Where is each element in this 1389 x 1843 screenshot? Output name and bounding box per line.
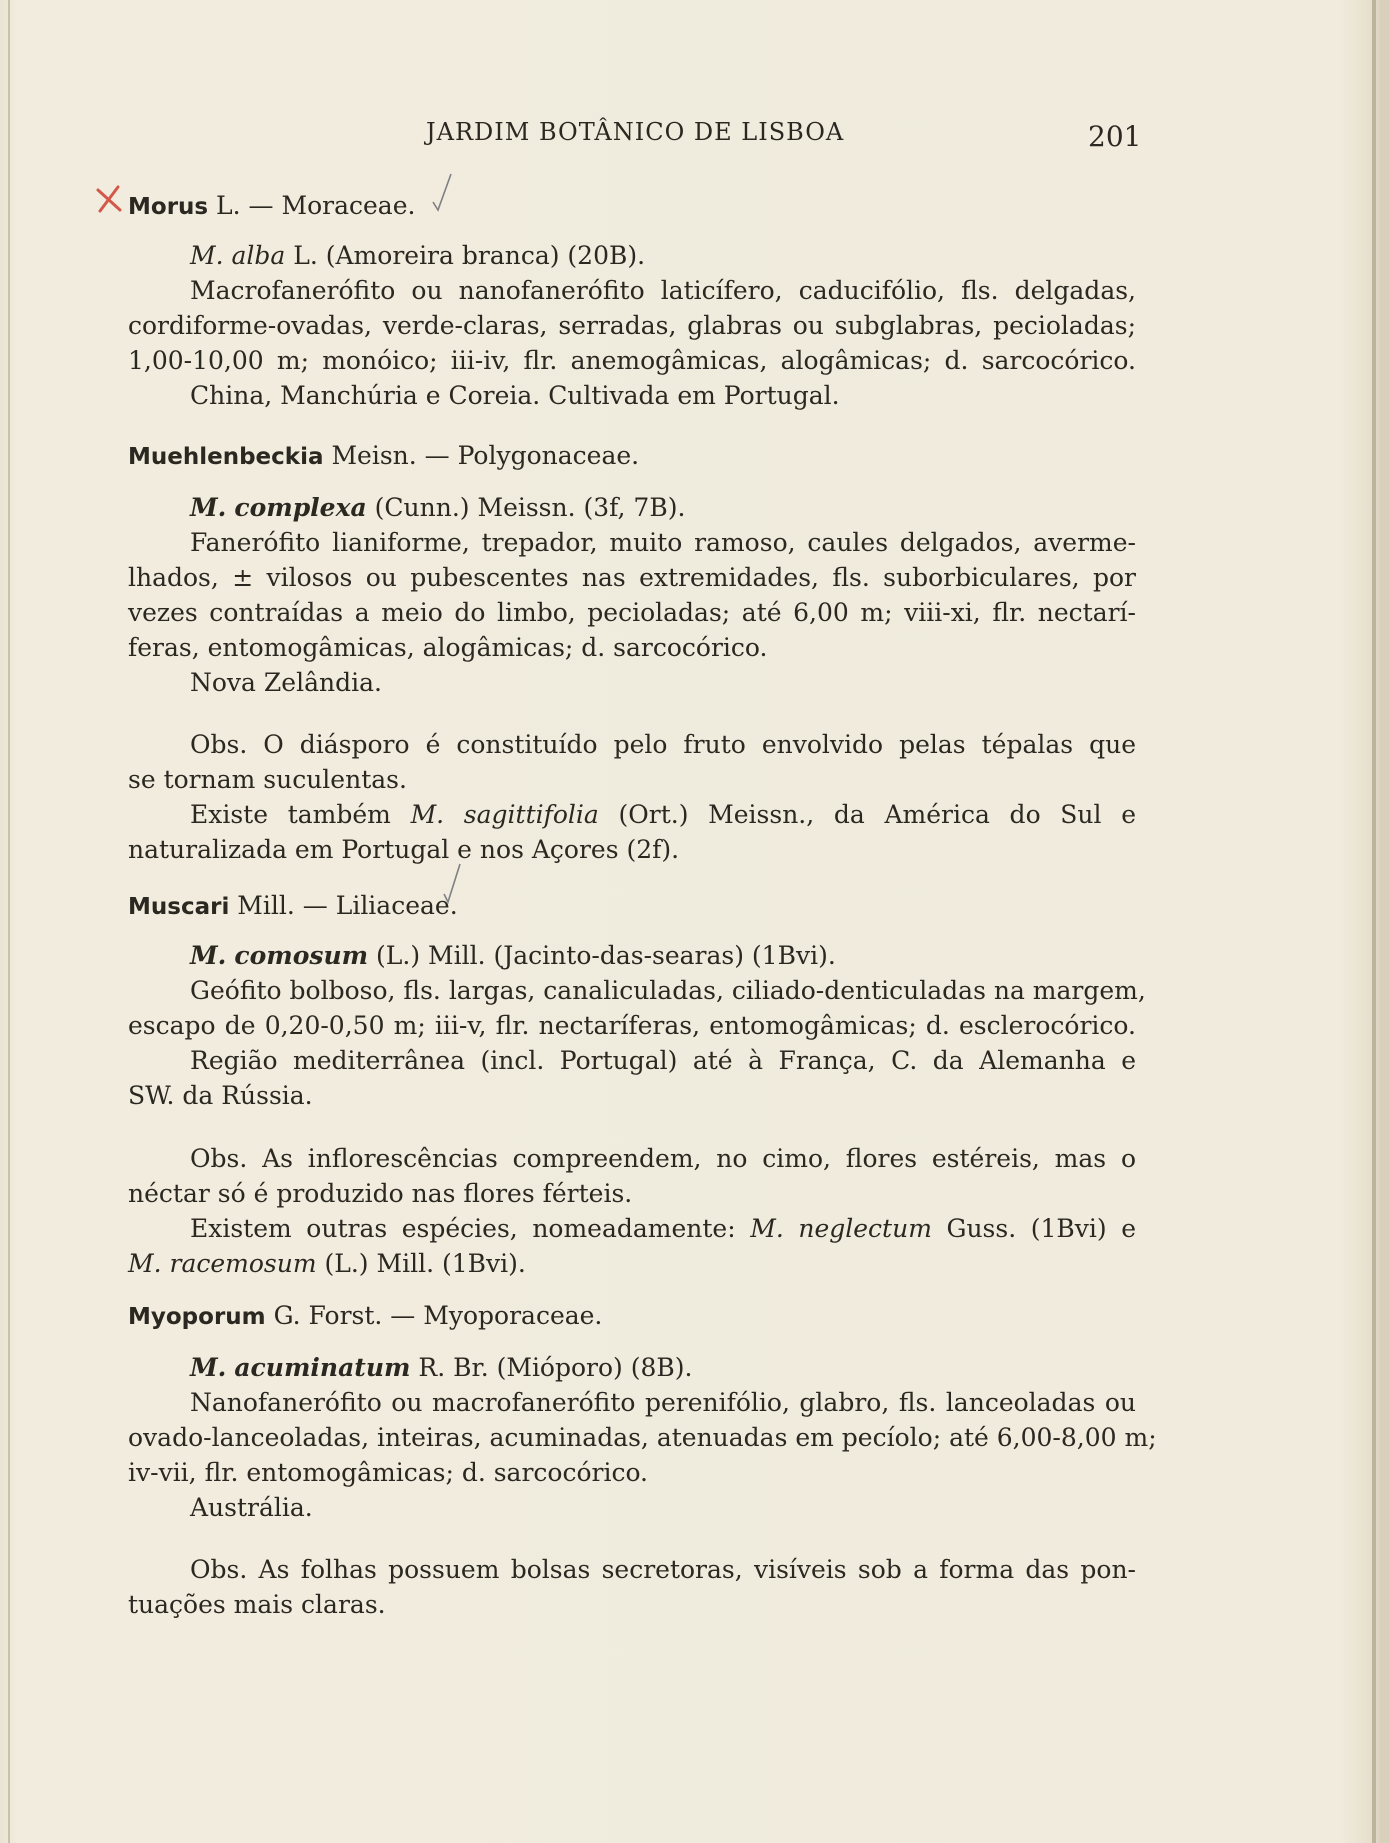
species-details: (L.) Mill. (Jacinto-das-searas) (1Bvi). (368, 941, 836, 970)
species-morus-alba (128, 238, 1136, 413)
species-heading (128, 490, 1136, 525)
species-epithet: complexa (234, 493, 367, 522)
genus-authority-family: G. Forst. — Myoporaceae. (265, 1301, 603, 1330)
distribution-line: China, Manchúria e Coreia. Cultivada em Portugal. (190, 381, 840, 410)
also-line (128, 1246, 1136, 1281)
genus-muehlenbeckia (128, 438, 1136, 473)
observation-muscari (128, 1141, 1136, 1281)
genus-name: Muscari (128, 894, 230, 920)
distribution-line: Nova Zelândia. (190, 668, 382, 697)
species-genus-abbr: M. (190, 1353, 227, 1382)
genus-heading (128, 438, 1136, 473)
handwritten-cross-icon (94, 184, 124, 214)
also-text: Guss. (1Bvi) e (931, 1214, 1137, 1243)
genus-muscari (128, 888, 1136, 923)
page-left-edge (8, 0, 10, 1843)
also-line (128, 1211, 1136, 1246)
genus-name: Myoporum (128, 1304, 266, 1330)
genus-heading (128, 1298, 1136, 1333)
description-line: lhados, ± vilosos ou pubescentes nas extremidades, fls. suborbiculares, por (128, 563, 1136, 592)
description-line: escapo de 0,20-0,50 m; iii-v, flr. nectaríferas, entomogâmicas; d. esclerocórico. (128, 1011, 1136, 1040)
page-number: 201 (1088, 120, 1142, 153)
description-line: Nanofanerófito ou macrofanerófito perenifólio, glabro, fls. lanceoladas ou (190, 1388, 1136, 1417)
distribution-line: SW. da Rússia. (128, 1081, 313, 1110)
observation-myoporum (128, 1552, 1136, 1622)
species-epithet: alba (231, 241, 286, 270)
observation-line: Obs. O diásporo é constituído pelo fruto envolvido pelas tépalas que (190, 730, 1136, 759)
observation-line: tuações mais claras. (128, 1590, 386, 1619)
genus-authority-family: L. — Moraceae. (208, 191, 416, 220)
species-heading (128, 238, 1136, 273)
also-text: (Ort.) Meissn., da América do Sul e (598, 800, 1137, 829)
page-right-edge (1372, 0, 1376, 1843)
description-line: cordiforme-ovadas, verde-claras, serradas, glabras ou subglabras, pecioladas; (128, 311, 1136, 340)
also-text: (L.) Mill. (1Bvi). (316, 1249, 526, 1278)
genus-name: Morus (128, 194, 209, 220)
species-genus-abbr: M. (190, 241, 224, 270)
also-text: Existem outras espécies, nomeadamente: (190, 1214, 751, 1243)
observation-line: néctar só é produzido nas flores férteis. (128, 1179, 633, 1208)
species-details: L. (Amoreira branca) (20B). (285, 241, 646, 270)
description-line: Fanerófito lianiforme, trepador, muito ramoso, caules delgados, averme- (190, 528, 1136, 557)
header-title: JARDIM BOTÂNICO DE LISBOA (426, 118, 845, 146)
genus-morus (128, 188, 1136, 223)
genus-heading (128, 888, 1136, 923)
running-header (0, 118, 1389, 158)
genus-authority-family: Meisn. — Polygonaceae. (323, 441, 640, 470)
observation-line: Obs. As inflorescências compreendem, no cimo, flores estéreis, mas o (190, 1144, 1136, 1173)
also-species: M. racemosum (128, 1249, 317, 1278)
species-muehlenbeckia-complexa (128, 490, 1136, 700)
species-heading (128, 938, 1136, 973)
genus-heading (128, 188, 1136, 223)
description-line: vezes contraídas a meio do limbo, pecioladas; até 6,00 m; viii-xi, flr. nectarí- (128, 598, 1136, 627)
species-myoporum-acuminatum (128, 1350, 1157, 1525)
species-muscari-comosum (128, 938, 1146, 1113)
description-line: iv-vii, flr. entomogâmicas; d. sarcocórico. (128, 1458, 649, 1487)
also-species: M. sagittifolia (410, 800, 599, 829)
page-binding-edge (1380, 0, 1389, 1843)
genus-myoporum (128, 1298, 1136, 1333)
species-details: R. Br. (Mióporo) (8B). (410, 1353, 693, 1382)
observation-line: se tornam suculentas. (128, 765, 407, 794)
genus-authority-family: Mill. — Liliaceae. (229, 891, 458, 920)
species-details: (Cunn.) Meissn. (3f, 7B). (366, 493, 686, 522)
also-line (128, 797, 1136, 832)
species-epithet: acuminatum (234, 1353, 411, 1382)
also-species: M. neglectum (750, 1214, 932, 1243)
species-genus-abbr: M. (190, 493, 227, 522)
description-line: Macrofanerófito ou nanofanerófito laticífero, caducifólio, fls. delgadas, (190, 276, 1136, 305)
description-line: feras, entomogâmicas, alogâmicas; d. sarcocórico. (128, 633, 768, 662)
genus-name: Muehlenbeckia (128, 444, 324, 470)
species-genus-abbr: M. (190, 941, 227, 970)
distribution-line: Região mediterrânea (incl. Portugal) até à França, C. da Alemanha e (190, 1046, 1136, 1075)
observation-line: Obs. As folhas possuem bolsas secretoras, visíveis sob a forma das pon- (190, 1555, 1136, 1584)
description-line: 1,00-10,00 m; monóico; iii-iv, flr. anemogâmicas, alogâmicas; d. sarcocórico. (128, 346, 1136, 375)
observation-muehlenbeckia (128, 727, 1136, 867)
species-epithet: comosum (234, 941, 369, 970)
also-text: Existe também (190, 800, 411, 829)
description-line: Geófito bolboso, fls. largas, canaliculadas, ciliado-denticuladas na margem, (190, 976, 1146, 1005)
species-heading (128, 1350, 1136, 1385)
description-line: ovado-lanceoladas, inteiras, acuminadas, atenuadas em pecíolo; até 6,00-8,00 m; (128, 1423, 1157, 1452)
also-line: naturalizada em Portugal e nos Açores (2f). (128, 835, 680, 864)
distribution-line: Austrália. (190, 1493, 313, 1522)
